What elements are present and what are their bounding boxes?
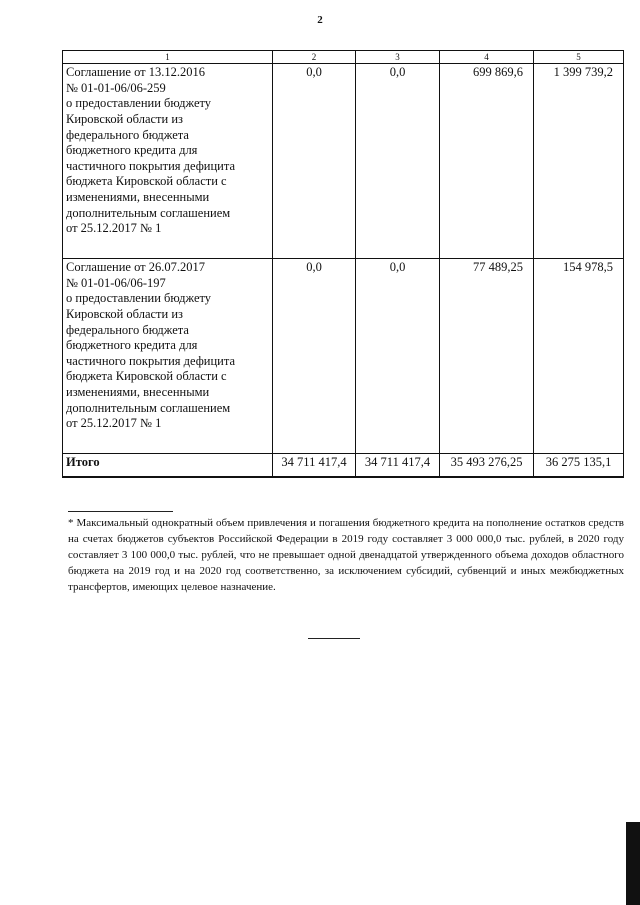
description-line: Кировской области из [66,306,183,321]
description-line: частичного покрытия дефицита [66,158,236,173]
description-line: о предоставлении бюджету [66,96,212,111]
description-line: № 01-01-06/06-259 [66,80,166,95]
description-line: дополнительным соглашением [66,205,231,220]
column-number-row [63,51,624,64]
value-col-3: 0,0 [356,64,440,259]
total-col-5: 36 275 135,1 [534,454,624,478]
budget-credit-table [62,50,624,478]
description-line: Соглашение от 26.07.2017 [66,260,206,274]
description-line: бюджета Кировской области с [66,174,227,189]
total-label: Итого [63,454,273,478]
description-line: федерального бюджета [66,322,189,337]
description-line: федерального бюджета [66,127,189,142]
footnote-text: * Максимальный однократный объем привлечения и погашения бюджетного кредита на пополнение остатков средств на счетах бюджетов субъектов Российской Федерации в 2019 году составляет 3 000 000,0 тыс. рублей, в 2020 году составляет 3 100 000,0 тыс. рублей, что не превышает одной двенадцатой утвержденного объема доходов областного бюджета на 2019 год и на 2020 год соответственно, за исключением субсидий, субвенций и иных межбюджетных трансфертов, имеющих целевое назначение. [68,517,624,593]
table-row [63,64,624,259]
total-col-4: 35 493 276,25 [440,454,534,478]
end-divider [308,638,360,639]
value-col-5: 1 399 739,2 [534,64,624,259]
description-line: № 01-01-06/06-197 [66,275,166,290]
footnote-divider [68,511,173,512]
description-line: Соглашение от 13.12.2016 [66,65,206,79]
description-line: изменениями, внесенными [66,385,210,399]
total-row [63,454,624,478]
value-col-4: 77 489,25 [440,259,534,454]
value-col-4: 699 869,6 [440,64,534,259]
value-col-5: 154 978,5 [534,259,624,454]
description-line: частичного покрытия дефицита [66,353,236,368]
total-col-3: 34 711 417,4 [356,454,440,478]
column-number-5: 5 [534,51,624,64]
description-line: дополнительным соглашением [66,400,231,415]
column-number-4: 4 [440,51,534,64]
page-number: 2 [317,14,323,26]
value-col-2: 0,0 [273,64,356,259]
column-number-1: 1 [63,51,273,64]
description-line: от 25.12.2017 № 1 [66,221,162,236]
column-number-2: 2 [273,51,356,64]
description-line: изменениями, внесенными [66,190,210,204]
value-col-3: 0,0 [356,259,440,454]
agreement-description [63,259,273,454]
total-col-2: 34 711 417,4 [273,454,356,478]
column-number-3: 3 [356,51,440,64]
table-row [63,259,624,454]
description-line: бюджета Кировской области с [66,369,227,384]
description-line: от 25.12.2017 № 1 [66,416,162,431]
scan-edge-mark [626,822,640,905]
description-line: бюджетного кредита для [66,143,198,158]
value-col-2: 0,0 [273,259,356,454]
description-line: бюджетного кредита для [66,338,198,353]
description-line: Кировской области из [66,111,183,126]
description-line: о предоставлении бюджету [66,291,212,306]
agreement-description [63,64,273,259]
